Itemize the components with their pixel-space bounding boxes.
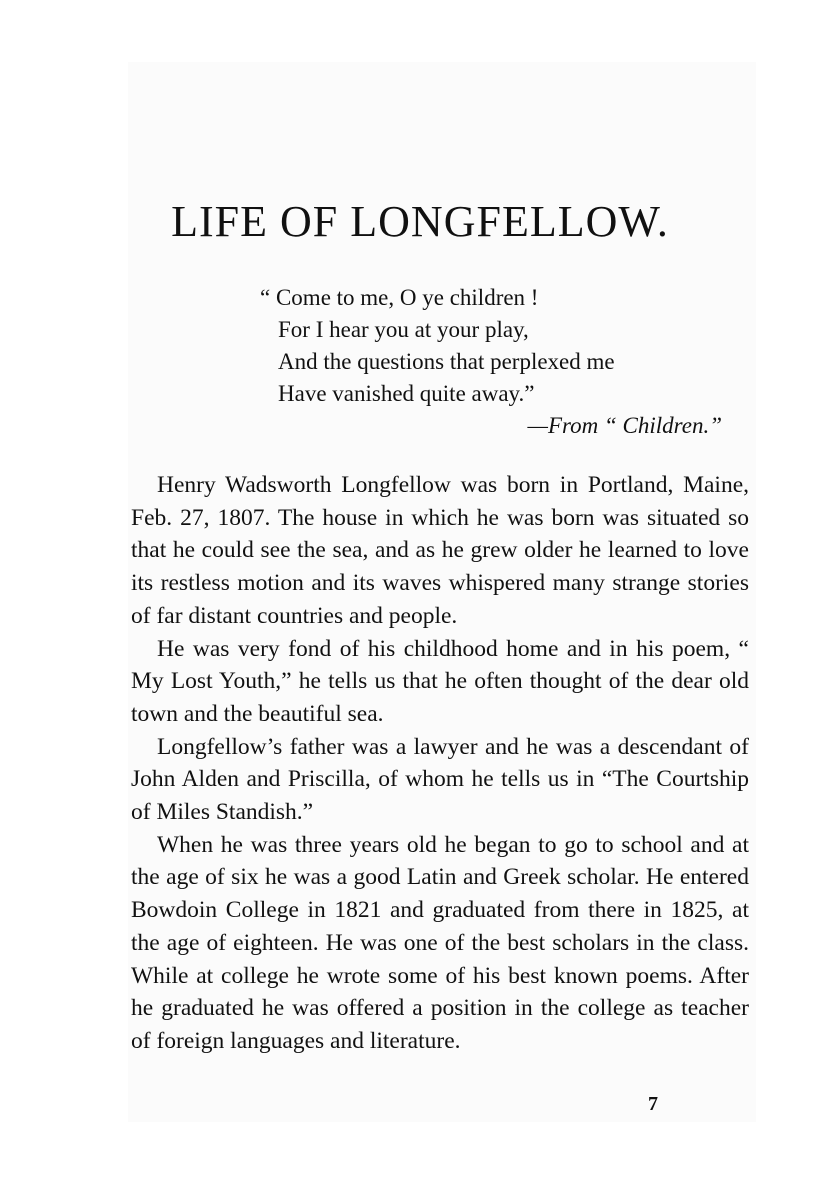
page-number: 7 — [648, 1093, 658, 1115]
chapter-title: LIFE OF LONGFELLOW. — [171, 197, 669, 246]
body-text — [131, 469, 749, 1058]
epigraph-line: And the questions that perplexed me — [278, 349, 615, 374]
epigraph — [260, 282, 730, 442]
paragraph-schooling: When he was three years old he began to go to school and at the age of six he was a good Latin and Greek scholar. He entered Bowdoin College in 1821 and graduated from there in 1825, at the age of eighteen. He was one of the best scholars in the class. While at college he wrote some of his best known poems. After he graduated he was offered a position in the college as teacher of foreign languages and literature. — [131, 831, 749, 1054]
paragraph-father: Longfellow’s father was a lawyer and he was a descendant of John Alden and Priscilla, of whom he tells us in “The Courtship of Miles Standish.” — [131, 733, 749, 826]
paragraph-childhood-home: He was very fond of his childhood home and in his poem, “ My Lost Youth,” he tells us that he often thought of the dear old town and the beautiful sea. — [131, 635, 749, 727]
epigraph-line: For I hear you at your play, — [278, 317, 529, 342]
epigraph-line: Have vanished quite away.” — [278, 381, 535, 406]
epigraph-line: “ Come to me, O ye children ! — [260, 285, 539, 310]
epigraph-source: —From “ Children.” — [527, 413, 722, 438]
paragraph-birth: Henry Wadsworth Longfellow was born in Portland, Maine, Feb. 27, 1807. The house in which he was born was situated so that he could see the sea, and as he grew older he learned to love its restless motion and its waves whispered many strange stories of far distant countries and people. — [131, 472, 749, 629]
